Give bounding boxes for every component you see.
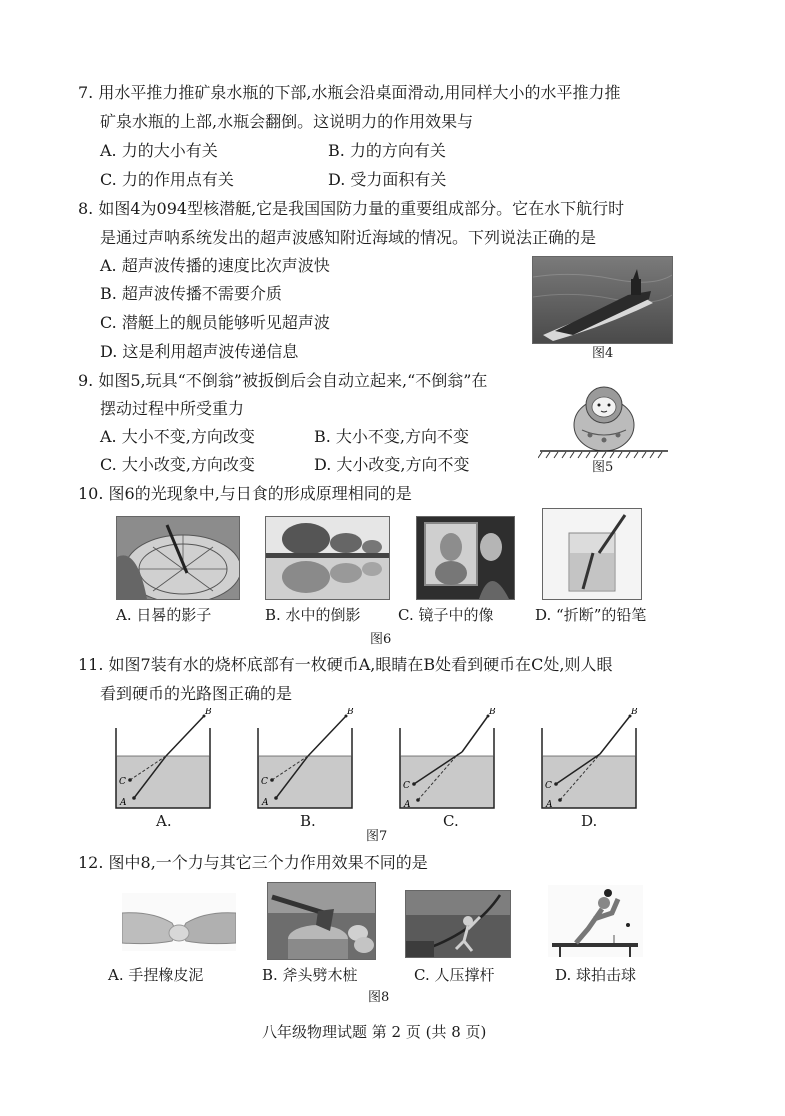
label-c: C [119,777,126,787]
label-b: B [347,708,354,717]
label-b: B [489,708,496,717]
page-footer: 八年级物理试题 第 2 页 (共 8 页) [262,1023,487,1041]
submarine-photo [532,256,673,344]
q8-stem-line1: 8. 如图4为094型核潜艇,它是我国国防力量的重要组成部分。它在水下航行时 [78,199,625,218]
mirror-photo [416,516,515,600]
q11-stem-line2: 看到硬币的光路图正确的是 [100,684,293,703]
fig5-caption: 图5 [592,460,614,475]
q9-stem-line1: 9. 如图5,玩具“不倒翁”被扳倒后会自动立起来,“不倒翁”在 [78,371,488,390]
q7-option-b: B. 力的方向有关 [328,141,446,160]
q9-stem-line2: 摆动过程中所受重力 [100,399,245,418]
beaker-diagram-d [538,708,642,812]
q11-option-c: C. [443,812,459,830]
reflection-photo [265,516,390,600]
q12-option-b: B. 斧头劈木桩 [262,966,358,984]
fig4-caption: 图4 [592,346,614,361]
label-c: C [261,777,268,787]
q8-option-a: A. 超声波传播的速度比次声波快 [100,256,330,275]
label-a: A [120,798,127,808]
q7-stem-line2: 矿泉水瓶的上部,水瓶会翻倒。这说明力的作用效果与 [100,112,474,131]
q7-option-a: A. 力的大小有关 [100,141,218,160]
table-tennis-photo [548,885,643,957]
q12-option-c: C. 人压撑杆 [414,966,495,984]
q8-stem-line2: 是通过声呐系统发出的超声波感知附近海域的情况。下列说法正确的是 [100,228,597,247]
label-c: C [545,781,552,791]
q11-option-b: B. [300,812,316,830]
label-b: B [205,708,212,717]
label-c: C [403,781,410,791]
q8-option-c: C. 潜艇上的舰员能够听见超声波 [100,313,330,332]
q7-option-c: C. 力的作用点有关 [100,170,234,189]
axe-stump-photo [267,882,376,960]
q12-option-d: D. 球拍击球 [555,966,637,984]
hands-clay-photo [122,893,236,951]
q8-option-d: D. 这是利用超声波传递信息 [100,342,299,361]
label-a: A [262,798,269,808]
fig6-caption: 图6 [370,632,392,647]
q11-stem-line1: 11. 如图7装有水的烧杯底部有一枚硬币A,眼睛在B处看到硬币在C处,则人眼 [78,655,613,674]
label-b: B [631,708,638,717]
q9-option-b: B. 大小不变,方向不变 [314,427,470,446]
sundial-photo [116,516,240,600]
pole-vault-photo [405,890,511,958]
fig7-caption: 图7 [366,829,388,844]
q7-option-d: D. 受力面积有关 [328,170,447,189]
q10-option-b: B. 水中的倒影 [265,606,361,624]
fig8-caption: 图8 [368,990,390,1005]
pencil-glass-photo [542,508,642,600]
q10-option-d: D. “折断”的铅笔 [535,606,647,624]
q9-option-d: D. 大小改变,方向不变 [314,455,470,474]
q7-stem-line1: 7. 用水平推力推矿泉水瓶的下部,水瓶会沿桌面滑动,用同样大小的水平推力推 [78,83,621,102]
beaker-diagram-b [254,708,358,812]
q12-stem: 12. 图中8,一个力与其它三个力作用效果不同的是 [78,853,428,872]
q12-option-a: A. 手捏橡皮泥 [108,966,204,984]
q11-option-d: D. [581,812,598,830]
q9-option-a: A. 大小不变,方向改变 [100,427,255,446]
q10-option-a: A. 日晷的影子 [116,606,212,624]
beaker-diagram-c [396,708,500,812]
q10-option-c: C. 镜子中的像 [398,606,494,624]
label-a: A [404,800,411,810]
q9-option-c: C. 大小改变,方向改变 [100,455,255,474]
beaker-diagram-a [112,708,216,812]
tumbler-figure [538,380,670,460]
q8-option-b: B. 超声波传播不需要介质 [100,284,282,303]
q10-stem: 10. 图6的光现象中,与日食的形成原理相同的是 [78,484,412,503]
label-a: A [546,800,553,810]
q11-option-a: A. [156,812,172,830]
